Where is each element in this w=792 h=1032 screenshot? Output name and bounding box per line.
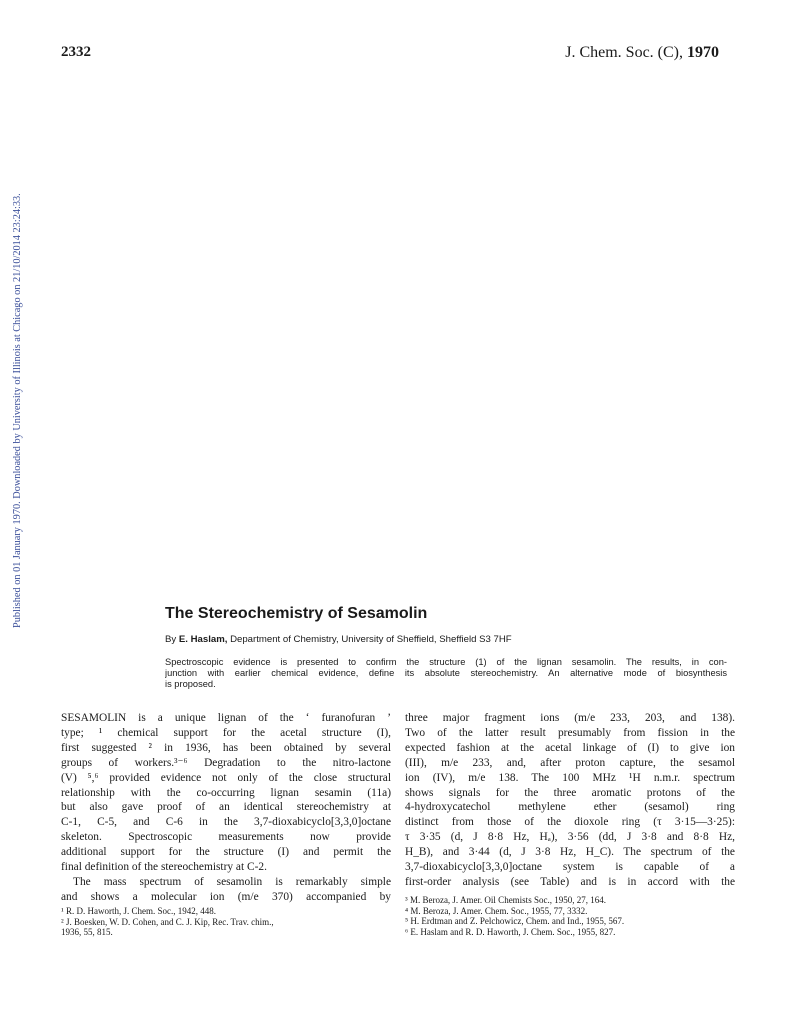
body-line: distinct from those of the dioxole ring (τ 3·15—3·25): (405, 816, 735, 829)
affiliation: Department of Chemistry, University of Sheffield, Sheffield S3 7HF (227, 634, 512, 645)
body-line: but also gave proof of an identical stereochemistry at (61, 801, 391, 814)
abstract-line: junction with earlier chemical evidence, define its absolute stereochemistry. An alternative mode of biosynthesis (165, 668, 727, 679)
footnote: ³ M. Beroza, J. Amer. Oil Chemists Soc., 1950, 27, 164. (405, 895, 606, 905)
journal-name: J. Chem. Soc. (C), (565, 44, 687, 61)
footnote: ⁶ E. Haslam and R. D. Haworth, J. Chem. Soc., 1955, 827. (405, 926, 616, 937)
page-number: 2332 (61, 44, 91, 60)
footnotes-right (405, 895, 735, 937)
footnote: ¹ R. D. Haworth, J. Chem. Soc., 1942, 448. (61, 906, 216, 916)
body-line: first-order analysis (see Table) and is in accord with the (405, 875, 735, 888)
body-line: C-1, C-5, and C-6 in the 3,7-dioxabicyclo[3,3,0]octane (61, 816, 391, 829)
footnote: 1936, 55, 815. (61, 927, 113, 937)
body-line: first suggested ² in 1936, has been obtained by several (61, 741, 391, 754)
download-notice[interactable]: Published on 01 January 1970. Downloaded by University of Illinois at Chicago on 21/10/2014 23:24:33. (12, 193, 23, 628)
body-line: 3,7-dioxabicyclo[3,3,0]octane system is capable of a (405, 861, 735, 874)
body-line: 4-hydroxycatechol methylene ether (sesamol) ring (405, 801, 735, 814)
body-line: and shows a molecular ion (m/e 370) accompanied by (61, 890, 391, 903)
abstract-line: is proposed. (165, 679, 216, 690)
body-line: ion (IV), m/e 138. The 100 MHz ¹H n.m.r. spectrum (405, 771, 735, 784)
byline-prefix: By (165, 634, 179, 645)
body-column-right (405, 711, 735, 890)
body-line: groups of workers.³⁻⁶ Degradation to the nitro-lactone (61, 756, 391, 769)
abstract-line: Spectroscopic evidence is presented to confirm the structure (1) of the lignan sesamolin. The results, in con- (165, 657, 727, 667)
body-column-left (61, 711, 391, 905)
body-line: relationship with the co-occurring lignan sesamin (11a) (61, 786, 391, 799)
body-line: Two of the latter result presumably from fission in the (405, 726, 735, 739)
footnotes-left (61, 906, 391, 938)
journal-year: 1970 (687, 44, 719, 61)
body-line: three major fragment ions (m/e 233, 203, and 138). (405, 712, 735, 724)
body-line: shows signals for the three aromatic protons of the (405, 786, 735, 799)
article-title: The Stereochemistry of Sesamolin (165, 605, 428, 622)
body-line: SESAMOLIN is a unique lignan of the ‘ furanofuran ’ (61, 712, 391, 724)
body-line: τ 3·35 (d, J 8·8 Hz, Hₐ), 3·56 (dd, J 3·8 and 8·8 Hz, (405, 831, 735, 844)
body-line: (V) ⁵,⁶ provided evidence not only of the close structural (61, 771, 391, 784)
author: E. Haslam, (178, 634, 228, 645)
body-line: (III), m/e 233, and, after proton capture, the sesamol (405, 756, 735, 769)
body-line: expected fashion at the acetal linkage of (I) to give ion (405, 741, 735, 754)
body-line: The mass spectrum of sesamolin is remarkably simple (73, 875, 391, 888)
byline (165, 634, 512, 645)
abstract (165, 657, 727, 691)
body-line: skeleton. Spectroscopic measurements now provide (61, 831, 391, 844)
footnote: ⁵ H. Erdtman and Z. Pelchowicz, Chem. and Ind., 1955, 567. (405, 916, 625, 926)
body-line: type; ¹ chemical support for the acetal structure (I), (61, 726, 391, 739)
footnote: ⁴ M. Beroza, J. Amer. Chem. Soc., 1955, 77, 3332. (405, 905, 588, 916)
body-line: H_B), and 3·44 (d, J 3·8 Hz, H_C). The spectrum of the (405, 846, 735, 859)
body-line: final definition of the stereochemistry at C-2. (61, 861, 267, 874)
footnote: ² J. Boesken, W. D. Cohen, and C. J. Kip, Rec. Trav. chim., (61, 916, 274, 927)
journal-header (565, 44, 719, 62)
body-line: additional support for the structure (I) and permit the (61, 846, 391, 859)
